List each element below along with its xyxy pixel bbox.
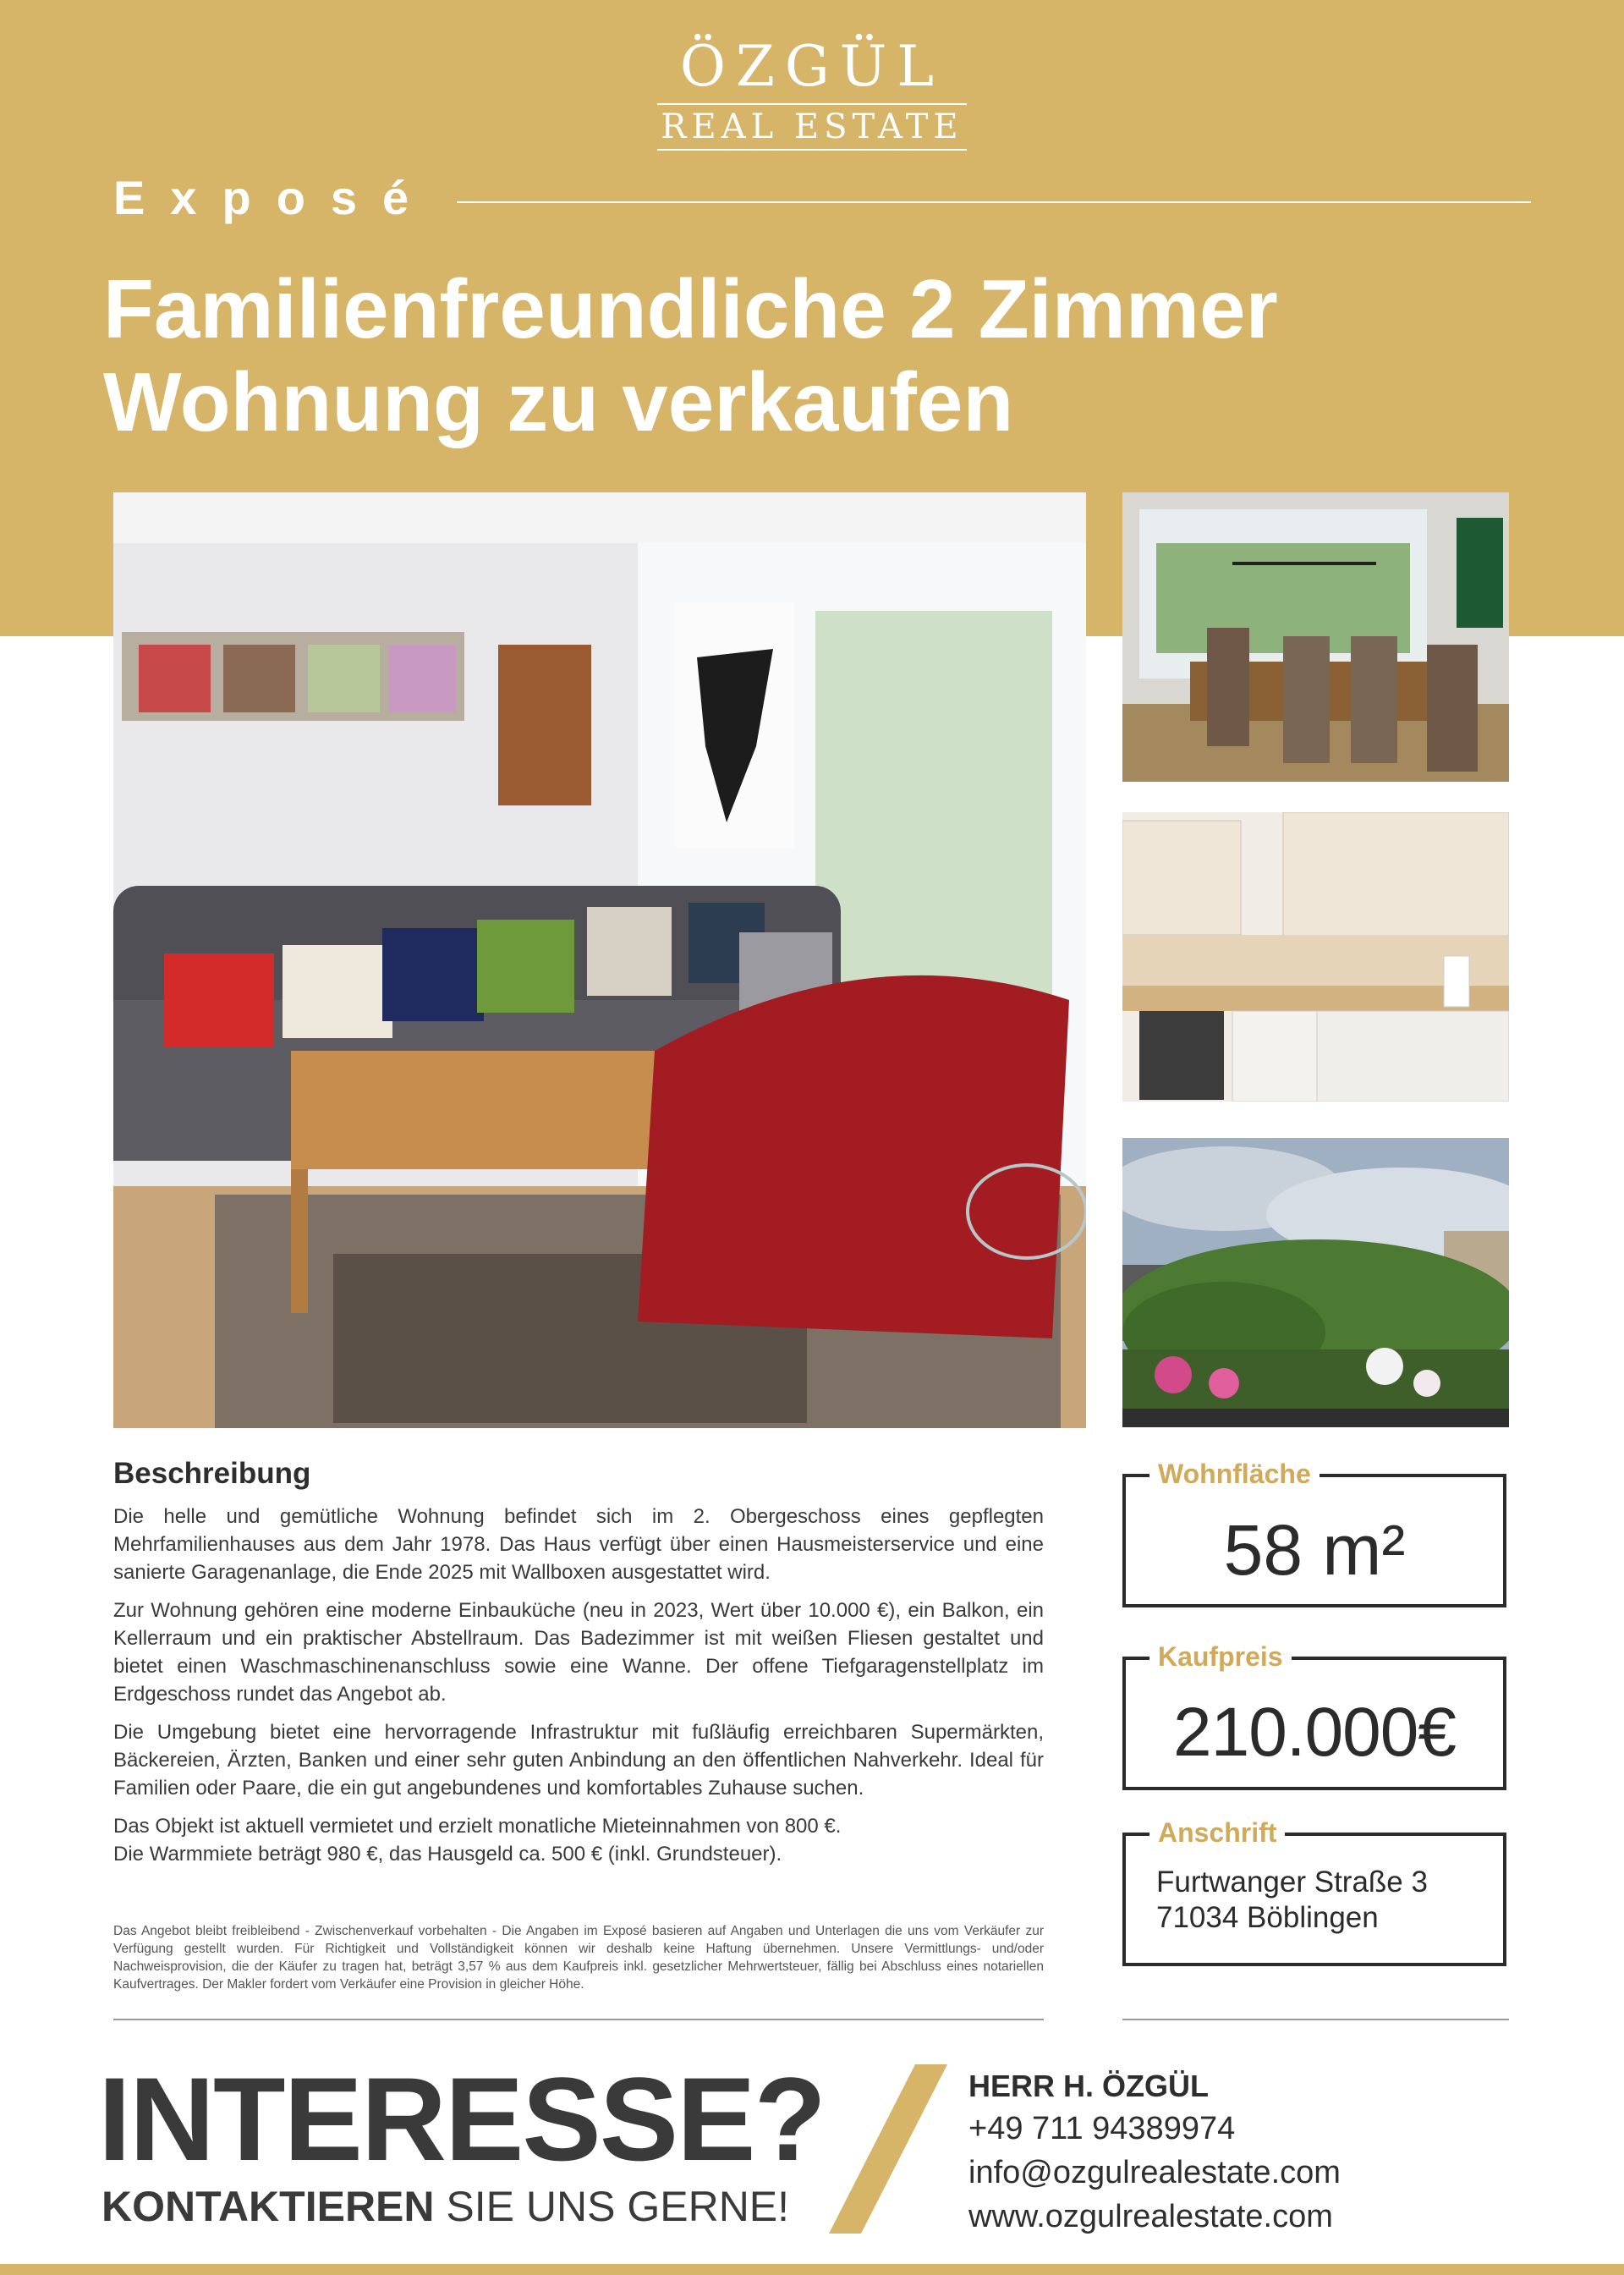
contact-block bbox=[968, 2066, 1561, 2239]
description-paragraph-1: Die helle und gemütliche Wohnung befindet sich im 2. Obergeschoss eines gepflegten Mehrfamilienhauses aus dem Jahr 1978. Das Haus verfügt über einen Hausmeisterservice und eine sanierte Garagenanlage, die Ende 2025 mit Wallboxen ausgestattet wird. bbox=[113, 1505, 1044, 1584]
left-divider bbox=[113, 2019, 1044, 2020]
address-city: 71034 Böblingen bbox=[1156, 1901, 1379, 1934]
address-label: Anschrift bbox=[1149, 1814, 1285, 1851]
cta-subline-rest: SIE UNS GERNE! bbox=[434, 2183, 790, 2230]
description-title: Beschreibung bbox=[113, 1457, 311, 1490]
contact-email[interactable]: info@ozgulrealestate.com bbox=[968, 2155, 1341, 2190]
expose-label: Exposé bbox=[113, 171, 435, 224]
description-paragraph-5: Die Warmmiete beträgt 980 €, das Hausgeld ca. 500 € (inkl. Grundsteuer). bbox=[113, 1843, 782, 1866]
kitchen-photo bbox=[1122, 812, 1509, 1102]
logo-wordmark: ÖZGÜL bbox=[679, 34, 945, 99]
contact-phone[interactable]: +49 711 94389974 bbox=[968, 2111, 1236, 2146]
cta-subline bbox=[102, 2181, 789, 2232]
gold-slash-divider bbox=[829, 2064, 947, 2234]
living-room-photo bbox=[113, 492, 1086, 1428]
cta-headline: INTERESSE? bbox=[98, 2052, 826, 2185]
price-box bbox=[1122, 1641, 1506, 1790]
logo-subline: REAL ESTATE bbox=[657, 103, 966, 151]
living-area-label: Wohnfläche bbox=[1149, 1455, 1320, 1492]
page-title-line2: Wohnung zu verkaufen bbox=[103, 355, 1014, 448]
price-label: Kaufpreis bbox=[1149, 1638, 1292, 1675]
expose-divider bbox=[457, 201, 1531, 203]
description-paragraph-4: Das Objekt ist aktuell vermietet und erzielt monatliche Mieteinnahmen von 800 €. bbox=[113, 1815, 842, 1838]
legal-disclaimer: Das Angebot bleibt freibleibend - Zwischenverkauf vorbehalten - Die Angaben im Exposé basieren auf Angaben und Unterlagen die uns vom Verkäufer zur Verfügung gestellt wurden. Für Richtigkeit und Vollständigkeit können wir deshalb keine Haftung übernehmen. Unsere Vermittlungs- und/oder Nachweisprovision, die der Käufer zu tragen hat, beträgt 3,57 % aus dem Kaufpreis inkl. gesetzlicher Mehrwertsteuer, fällig bei Abschluss eines notariellen Kaufvertrages. Der Makler fordert vom Verkäufer eine Provision in gleicher Höhe. bbox=[113, 1924, 1044, 1992]
living-area-value: 58 m² bbox=[1223, 1510, 1406, 1590]
description-paragraph-3: Die Umgebung bietet eine hervorragende Infrastruktur mit fußläufig erreichbaren Supermärkten, Bäckereien, Ärzten, Banken und einer sehr guten Anbindung an den öffentlichen Nahverkehr. Ideal für Familien oder Paare, die ein gut angebundenes und komfortables Zuhause suchen. bbox=[113, 1721, 1044, 1800]
description-section bbox=[113, 1455, 1044, 1878]
page-title bbox=[103, 262, 1541, 448]
contact-name: HERR H. ÖZGÜL bbox=[968, 2069, 1209, 2103]
footer-strip bbox=[0, 2264, 1624, 2275]
dining-room-photo bbox=[1122, 492, 1509, 782]
address-box bbox=[1122, 1817, 1506, 1966]
description-paragraph-2: Zur Wohnung gehören eine moderne Einbauküche (neu in 2023, Wert über 10.000 €), ein Balkon, ein Kellerraum und ein praktischer Abstellraum. Das Badezimmer ist mit weißen Fliesen gestaltet und bietet einen Waschmaschinenanschluss sowie eine Wanne. Der offene Tiefgaragenstellplatz im Erdgeschoss rundet das Angebot ab. bbox=[113, 1599, 1044, 1706]
price-value: 210.000€ bbox=[1172, 1694, 1456, 1771]
contact-website[interactable]: www.ozgulrealestate.com bbox=[968, 2199, 1333, 2234]
balcony-view-photo bbox=[1122, 1138, 1509, 1427]
living-area-box bbox=[1122, 1459, 1506, 1607]
company-logo bbox=[643, 34, 981, 151]
address-street: Furtwanger Straße 3 bbox=[1156, 1866, 1428, 1899]
page-title-line1: Familienfreundliche 2 Zimmer bbox=[103, 262, 1278, 355]
cta-subline-bold: KONTAKTIEREN bbox=[102, 2183, 435, 2230]
address-lines bbox=[1156, 1865, 1428, 1936]
right-divider bbox=[1122, 2019, 1509, 2020]
